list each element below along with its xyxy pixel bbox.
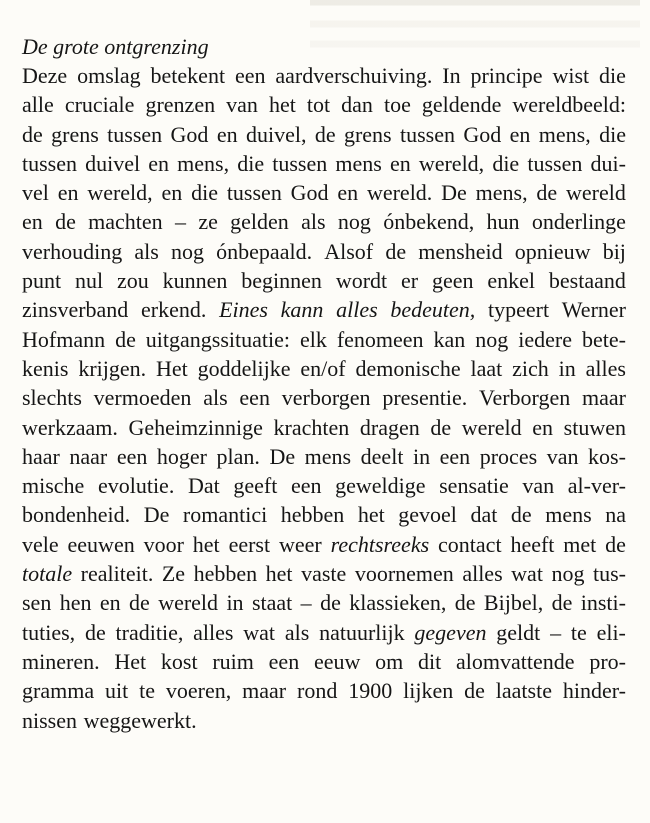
word: en bbox=[337, 180, 359, 206]
word: wat bbox=[511, 561, 543, 587]
word: sen bbox=[22, 590, 52, 616]
word: duivel, bbox=[245, 121, 307, 147]
word: Het bbox=[114, 648, 147, 674]
word: en bbox=[389, 150, 411, 176]
word: God bbox=[170, 121, 209, 147]
word: bestaand bbox=[548, 268, 626, 294]
word: tussen bbox=[400, 121, 455, 147]
text-line bbox=[22, 120, 626, 149]
word: als bbox=[134, 238, 159, 264]
text-line bbox=[22, 442, 626, 471]
word: insti- bbox=[580, 590, 626, 616]
word: hebben bbox=[193, 561, 258, 587]
word: voeren, bbox=[165, 678, 232, 704]
word: De bbox=[269, 443, 296, 469]
word: alles bbox=[462, 561, 503, 587]
word: uit bbox=[104, 678, 129, 704]
word: klassieken, bbox=[349, 590, 447, 616]
word: een bbox=[239, 385, 270, 411]
word: nul bbox=[75, 268, 104, 294]
word: nissen bbox=[22, 707, 77, 733]
word: en/of bbox=[300, 355, 346, 381]
word: demonische bbox=[355, 355, 461, 381]
word: die bbox=[599, 63, 626, 88]
word: een bbox=[268, 648, 300, 674]
word: principe bbox=[470, 63, 543, 88]
word: de bbox=[430, 414, 452, 440]
word: proces bbox=[479, 443, 538, 469]
word: al-ver- bbox=[567, 473, 626, 499]
word: traditie, bbox=[115, 619, 184, 645]
word: de bbox=[115, 326, 136, 352]
word: machten bbox=[88, 209, 163, 235]
word: haar bbox=[22, 443, 60, 469]
word: wordt bbox=[335, 268, 388, 294]
word: geldt bbox=[496, 619, 541, 645]
word: Geheimzinnige bbox=[128, 414, 263, 440]
word: tuties, bbox=[22, 619, 76, 645]
word: vaste bbox=[301, 561, 347, 587]
word: Hofmann bbox=[22, 326, 106, 352]
word: wereld bbox=[461, 414, 522, 440]
word: natuurlijk bbox=[319, 619, 405, 645]
word: elk bbox=[299, 326, 327, 352]
word: nog bbox=[171, 238, 204, 264]
word: bondenheid. bbox=[22, 502, 131, 528]
word: betekent bbox=[150, 63, 226, 88]
text-line bbox=[22, 90, 626, 119]
word: een bbox=[234, 63, 266, 88]
word: tussen bbox=[22, 150, 77, 176]
word: hoger bbox=[156, 443, 207, 469]
word: sensatie bbox=[439, 473, 509, 499]
word: in bbox=[226, 590, 244, 616]
word: er bbox=[401, 268, 419, 294]
word: mens, bbox=[475, 180, 528, 206]
word: deelt bbox=[360, 443, 404, 469]
word: zich bbox=[512, 355, 549, 381]
word: 1900 bbox=[348, 678, 393, 704]
italic-word: bedeuten, bbox=[390, 297, 476, 323]
word: nog bbox=[337, 209, 371, 235]
text-line bbox=[22, 588, 626, 617]
word: realiteit. bbox=[80, 561, 154, 587]
word: wereld bbox=[566, 180, 626, 206]
word: zinsverband bbox=[22, 297, 129, 323]
word: duivel bbox=[85, 150, 141, 176]
word: punt bbox=[22, 268, 62, 294]
word: en bbox=[99, 590, 121, 616]
word: een bbox=[439, 443, 471, 469]
text-line bbox=[22, 266, 626, 295]
word: opnieuw bbox=[514, 238, 591, 264]
word: na bbox=[605, 502, 626, 528]
word: krachten bbox=[273, 414, 350, 440]
text-line bbox=[22, 178, 626, 207]
word: en bbox=[22, 209, 43, 235]
word: enkel bbox=[487, 268, 536, 294]
word: voor bbox=[143, 531, 184, 557]
word: kost bbox=[160, 648, 198, 674]
word: grens bbox=[343, 121, 392, 147]
word: heeft bbox=[510, 531, 555, 557]
word: nog bbox=[475, 326, 509, 352]
word: vel bbox=[22, 180, 49, 206]
word: presentie. bbox=[382, 385, 468, 411]
word: en bbox=[216, 121, 238, 147]
word: tussen bbox=[272, 150, 328, 176]
word: alomvattende bbox=[456, 648, 575, 674]
word: als bbox=[284, 619, 310, 645]
word: Deze bbox=[22, 63, 68, 88]
italic-word: Eines bbox=[219, 297, 268, 323]
italic-word: rechtsreeks bbox=[330, 531, 430, 557]
word: toe bbox=[383, 92, 411, 118]
word: fenomeen bbox=[336, 326, 424, 352]
word: Ze bbox=[161, 561, 186, 587]
word: slechts bbox=[22, 385, 82, 411]
word: kunnen bbox=[162, 268, 228, 294]
text-line bbox=[22, 237, 626, 266]
word: gelden bbox=[230, 209, 289, 235]
text-line bbox=[22, 149, 626, 178]
word: dan bbox=[341, 92, 373, 118]
italic-word: gegeven bbox=[414, 619, 487, 645]
word: bij bbox=[602, 238, 626, 264]
italic-word: kann bbox=[280, 297, 324, 323]
word: de bbox=[510, 502, 532, 528]
word: de bbox=[385, 238, 407, 264]
text-line bbox=[22, 354, 626, 383]
word: tus- bbox=[593, 561, 626, 587]
word: eerst bbox=[228, 531, 271, 557]
word: grens bbox=[51, 121, 99, 147]
word: romantici bbox=[182, 502, 268, 528]
text-line bbox=[22, 647, 626, 676]
word: dit bbox=[418, 648, 442, 674]
word: wereld, bbox=[418, 150, 485, 176]
text-line bbox=[22, 295, 626, 324]
word: Werner bbox=[561, 297, 626, 323]
word: tussen bbox=[107, 121, 163, 147]
word: het bbox=[192, 531, 220, 557]
word: beginnen bbox=[241, 268, 322, 294]
word: verborgen bbox=[281, 385, 371, 411]
word: plan. bbox=[216, 443, 260, 469]
word: vermoeden bbox=[93, 385, 192, 411]
word: De bbox=[143, 502, 170, 528]
word: de bbox=[551, 590, 573, 616]
word: in bbox=[412, 443, 431, 469]
word: dui- bbox=[590, 150, 626, 176]
word: tussen bbox=[527, 150, 583, 176]
word: iedere bbox=[518, 326, 572, 352]
word: die bbox=[237, 150, 265, 176]
word: weggewerkt. bbox=[83, 707, 197, 733]
word: mineren. bbox=[22, 648, 100, 674]
word: van bbox=[226, 92, 258, 118]
word: alle bbox=[22, 92, 54, 118]
text-line bbox=[22, 618, 626, 647]
italic-word: alles bbox=[336, 297, 378, 323]
word: hen bbox=[59, 590, 92, 616]
word: het bbox=[357, 502, 385, 528]
word: contact bbox=[438, 531, 502, 557]
word: – bbox=[175, 209, 186, 235]
word: geldende bbox=[421, 92, 502, 118]
word: kenis bbox=[22, 355, 69, 381]
word: eeuw bbox=[313, 648, 361, 674]
word: Verborgen bbox=[479, 385, 571, 411]
word: alles bbox=[585, 355, 626, 381]
word: eli- bbox=[596, 619, 626, 645]
word: het bbox=[268, 92, 296, 118]
word: en bbox=[57, 180, 79, 206]
word: het bbox=[265, 561, 293, 587]
word: de bbox=[464, 678, 485, 704]
word: ónbekend, bbox=[383, 209, 475, 235]
word: werkzaam. bbox=[22, 414, 118, 440]
word: gramma bbox=[22, 678, 95, 704]
word: van bbox=[546, 443, 579, 469]
text-line bbox=[22, 500, 626, 529]
word: de bbox=[454, 590, 476, 616]
word: wereld, bbox=[87, 180, 153, 206]
word: tussen bbox=[226, 180, 282, 206]
word: en bbox=[148, 150, 170, 176]
word: een bbox=[290, 473, 322, 499]
word: geen bbox=[431, 268, 474, 294]
word: mens bbox=[335, 150, 382, 176]
word: de bbox=[536, 180, 558, 206]
text-line bbox=[22, 530, 626, 559]
word: ze bbox=[198, 209, 218, 235]
word: gevoel bbox=[398, 502, 457, 528]
word: naar bbox=[69, 443, 108, 469]
word: dat bbox=[470, 502, 498, 528]
word: hun bbox=[486, 209, 520, 235]
word: alles bbox=[193, 619, 234, 645]
word: geeft bbox=[233, 473, 278, 499]
word: – bbox=[300, 590, 312, 616]
word: wereld bbox=[158, 590, 219, 616]
word: staat bbox=[251, 590, 293, 616]
word: kan bbox=[433, 326, 466, 352]
body-paragraph bbox=[22, 61, 626, 735]
word: eeuwen bbox=[67, 531, 135, 557]
word: wereldbeeld: bbox=[512, 92, 626, 118]
word: laat bbox=[470, 355, 503, 381]
word: als bbox=[203, 385, 228, 411]
word: de bbox=[22, 121, 43, 147]
word: goddelijke bbox=[197, 355, 291, 381]
italic-word: totale bbox=[22, 561, 73, 587]
word: dragen bbox=[359, 414, 420, 440]
word: wist bbox=[552, 63, 590, 88]
word: om bbox=[375, 648, 404, 674]
word: Het bbox=[156, 355, 188, 381]
word: van bbox=[522, 473, 555, 499]
word: pro- bbox=[589, 648, 626, 674]
word: mensheid bbox=[418, 238, 503, 264]
section-heading: De grote ontgrenzing bbox=[22, 34, 209, 59]
word: De bbox=[441, 180, 467, 206]
word: kos- bbox=[588, 443, 626, 469]
word: aardverschuiving. bbox=[275, 63, 433, 88]
word: krijgen. bbox=[78, 355, 147, 381]
word: de bbox=[84, 619, 106, 645]
word: ruim bbox=[212, 648, 254, 674]
word: evolutie. bbox=[97, 473, 175, 499]
word: weer bbox=[278, 531, 322, 557]
word: en bbox=[509, 121, 531, 147]
word: lijken bbox=[403, 678, 454, 704]
word: mische bbox=[22, 473, 85, 499]
text-line bbox=[22, 61, 626, 90]
word: maar bbox=[582, 385, 626, 411]
word: typeert bbox=[488, 297, 550, 323]
word: geweldige bbox=[335, 473, 426, 499]
word: mens, bbox=[177, 150, 230, 176]
word: de bbox=[314, 121, 336, 147]
word: wat bbox=[243, 619, 276, 645]
word: met bbox=[563, 531, 597, 557]
word: mens, bbox=[538, 121, 591, 147]
word: die bbox=[492, 150, 520, 176]
word: hebben bbox=[280, 502, 345, 528]
word: omslag bbox=[77, 63, 141, 88]
word: Bijbel, bbox=[483, 590, 544, 616]
book-page bbox=[22, 33, 626, 735]
word: God bbox=[290, 180, 329, 206]
word: ónbepaald. bbox=[216, 238, 313, 264]
text-line bbox=[22, 676, 626, 705]
word: de bbox=[320, 590, 341, 616]
word: stuwen bbox=[563, 414, 626, 440]
word: de bbox=[55, 209, 76, 235]
word: zou bbox=[117, 268, 149, 294]
word: mens bbox=[304, 443, 352, 469]
word: cruciale bbox=[64, 92, 135, 118]
text-line bbox=[22, 559, 626, 588]
word: God bbox=[463, 121, 502, 147]
word: mens bbox=[545, 502, 592, 528]
text-line bbox=[22, 325, 626, 354]
word: een bbox=[116, 443, 148, 469]
word: de bbox=[129, 590, 150, 616]
word: erkend. bbox=[141, 297, 207, 323]
text-line bbox=[22, 706, 626, 735]
word: grenzen bbox=[145, 92, 216, 118]
word: bete- bbox=[581, 326, 626, 352]
word: nog bbox=[551, 561, 585, 587]
word: die bbox=[599, 121, 626, 147]
word: maar bbox=[242, 678, 287, 704]
word: Alsof bbox=[324, 238, 374, 264]
word: en bbox=[161, 180, 183, 206]
word: laatste bbox=[495, 678, 552, 704]
text-line bbox=[22, 471, 626, 500]
word: hinder- bbox=[562, 678, 626, 704]
word: wereld. bbox=[366, 180, 433, 206]
word: – bbox=[550, 619, 562, 645]
text-line bbox=[22, 413, 626, 442]
word: de bbox=[605, 531, 626, 557]
word: verhouding bbox=[22, 238, 123, 264]
word: tot bbox=[306, 92, 331, 118]
word: vele bbox=[22, 531, 59, 557]
word: te bbox=[570, 619, 587, 645]
text-line bbox=[22, 383, 626, 412]
word: die bbox=[191, 180, 218, 206]
word: en bbox=[532, 414, 554, 440]
word: in bbox=[558, 355, 576, 381]
word: te bbox=[139, 678, 155, 704]
word: Dat bbox=[187, 473, 220, 499]
word: voornemen bbox=[354, 561, 454, 587]
word: uitgangssituatie: bbox=[145, 326, 290, 352]
word: In bbox=[442, 63, 461, 88]
word: rond bbox=[297, 678, 338, 704]
text-line bbox=[22, 207, 626, 236]
word: onderlinge bbox=[531, 209, 626, 235]
word: als bbox=[301, 209, 326, 235]
